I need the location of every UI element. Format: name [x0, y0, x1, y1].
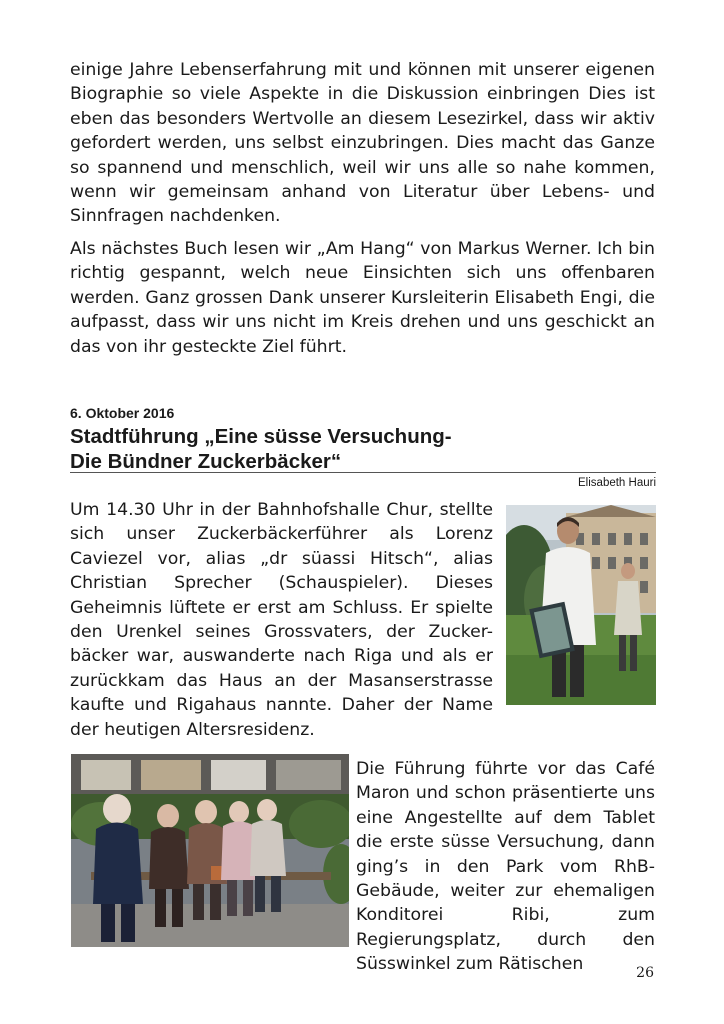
title-divider [70, 472, 656, 473]
photo-group-bench [71, 754, 349, 947]
page-number: 26 [636, 965, 654, 981]
body-paragraph-2: Als nächstes Buch lesen wir „Am Hang“ von Markus Werner. Ich bin richtig gespannt, welch neue Einsichten sich uns offenbaren werden. Ganz grossen Dank unserer Kursleiterin Elisabeth Engi, die aufpasst, dass wir uns nicht im Kreis drehen und uns geschickt an das von ihr gesteckte Ziel führt. [70, 239, 655, 357]
article-date: 6. Oktober 2016 [70, 405, 175, 421]
photo-group-bench-image [71, 754, 349, 947]
article-title [70, 424, 655, 474]
article-title-line-1: Stadtführung „Eine süsse Versuchung- [70, 425, 452, 448]
article-paragraph-1: Um 14.30 Uhr in der Bahnhofshalle Chur, stellte sich unser Zuckerbäckerführer als Lorenz Caviezel vor, alias „dr süassi Hitsch“, alias Christian Sprecher (Schauspieler). Dieses Geheimnis lüftete er erst am Schluss. Er spielte den Urenkel seines Grossvaters, der Zucker-bäcker war, auswanderte nach Riga und als er zurückkam das Haus an der Masanserstrasse kaufte und Rigahaus nannte. Daher der Name der heutigen Altersresidenz. [70, 500, 493, 740]
photo-tour-guide [506, 505, 656, 705]
article-author: Elisabeth Hauri [578, 477, 656, 489]
article-paragraph-2: Die Führung führte vor das Café Maron und schon präsentierte uns eine Angestellte auf dem Tablet die erste süsse Versuchung, dann ging’s in den Park vom RhB-Gebäude, weiter zur ehemaligen Konditorei Ribi, zum Regierungsplatz, durch den Süsswinkel zum Rätischen [356, 759, 655, 975]
body-paragraph-1: einige Jahre Lebenserfahrung mit und können mit unserer eigenen Biographie so viele Aspekte in die Diskussion einbringen Dies ist eben das besonders Wertvolle an diesem Lesezirkel, dass wir aktiv gefordert werden, uns selbst einzubringen. Dies macht das Ganze so spannend und menschlich, weil wir uns alle so nahe kommen, wenn wir gemeinsam anhand von Literatur über Lebens- und Sinnfragen nachdenken. [70, 60, 655, 227]
photo-tour-guide-image [506, 505, 656, 705]
article-title-line-2: Die Bündner Zuckerbäcker“ [70, 450, 342, 473]
